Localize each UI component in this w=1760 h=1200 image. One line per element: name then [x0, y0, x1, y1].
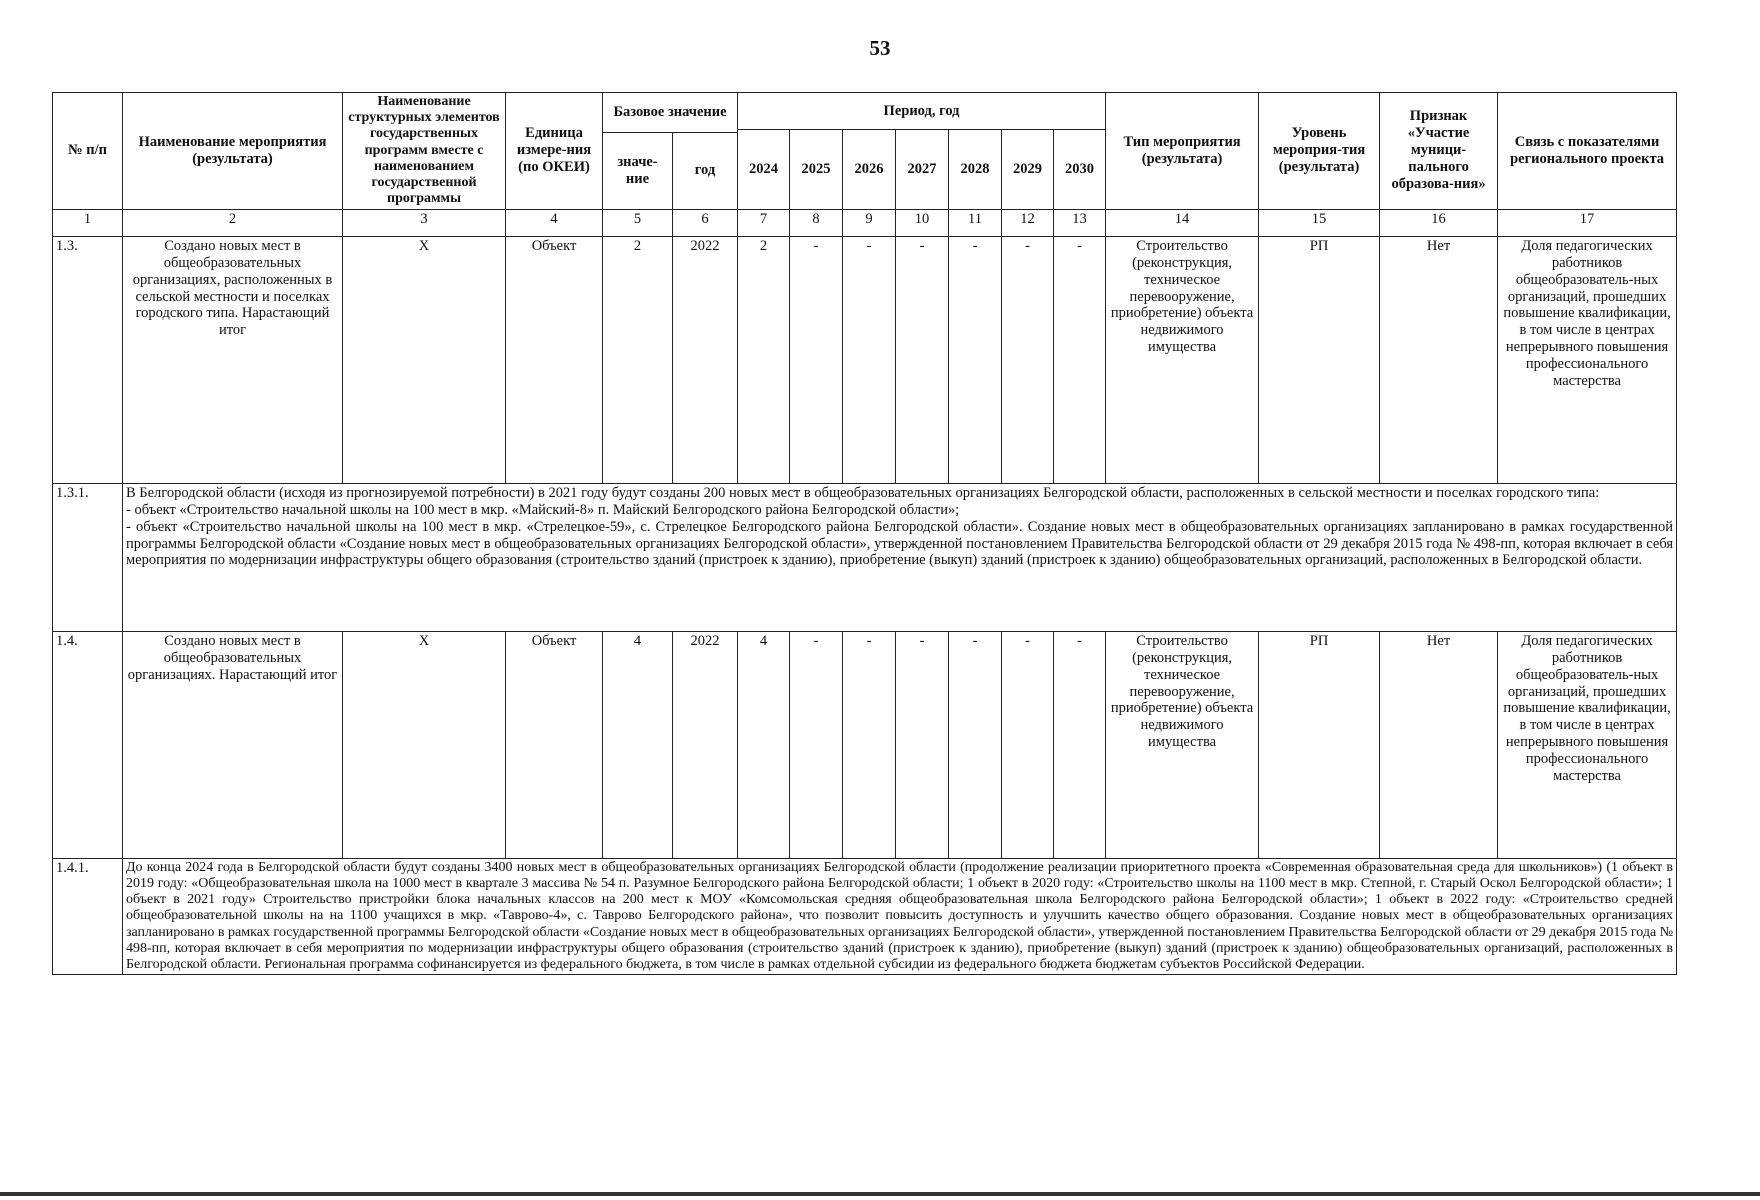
column-number: 17 [1498, 209, 1677, 236]
row-link: Доля педагогических работников общеобразователь-ных организаций, прошедших повышение квалификации, в том числе в центрах непрерывного повышения профессионального мастерства [1498, 631, 1677, 858]
header-base-year: год [673, 132, 738, 209]
header-name: Наименование мероприятия (результата) [123, 93, 343, 210]
row-year-value: 4 [738, 631, 790, 858]
row-level: РП [1259, 236, 1380, 483]
row-year-value: - [896, 236, 949, 483]
row-num: 1.4. [53, 631, 123, 858]
row-year-value: - [896, 631, 949, 858]
header-year: 2029 [1002, 130, 1054, 210]
row-unit: Объект [506, 631, 603, 858]
row-municipal: Нет [1380, 631, 1498, 858]
column-number: 5 [603, 209, 673, 236]
row-year-value: - [790, 236, 843, 483]
row-year-value: - [1002, 236, 1054, 483]
row-municipal: Нет [1380, 236, 1498, 483]
header-period: Период, год [738, 93, 1106, 130]
header-year: 2030 [1054, 130, 1106, 210]
header-base-value: значе-ние [603, 132, 673, 209]
row-level: РП [1259, 631, 1380, 858]
scan-edge-divider [0, 1192, 1760, 1196]
header-level: Уровень мероприя-тия (результата) [1259, 93, 1380, 210]
header-base: Базовое значение [603, 93, 738, 133]
note-row [53, 858, 1677, 975]
row-base-year: 2022 [673, 236, 738, 483]
table-row [53, 236, 1677, 483]
note-num: 1.4.1. [53, 858, 123, 975]
note-text [123, 858, 1677, 975]
column-number: 10 [896, 209, 949, 236]
row-unit: Объект [506, 236, 603, 483]
row-base-year: 2022 [673, 631, 738, 858]
header-unit: Единица измере-ния (по ОКЕИ) [506, 93, 603, 210]
row-num: 1.3. [53, 236, 123, 483]
row-link: Доля педагогических работников общеобразователь-ных организаций, прошедших повышение квалификации, в том числе в центрах непрерывного повышения профессионального мастерства [1498, 236, 1677, 483]
activities-table [52, 92, 1677, 975]
column-number: 16 [1380, 209, 1498, 236]
header-row [53, 93, 1677, 130]
row-name: Создано новых мест в общеобразовательных организациях, расположенных в сельской местности и поселках городского типа. Нарастающий итог [123, 236, 343, 483]
row-base-value: 4 [603, 631, 673, 858]
row-struct: X [343, 236, 506, 483]
column-number: 15 [1259, 209, 1380, 236]
column-number: 4 [506, 209, 603, 236]
column-number: 11 [949, 209, 1002, 236]
note-paragraph: До конца 2024 года в Белгородской области будут созданы 3400 новых мест в общеобразовательных организациях Белгородской области (продолжение реализации приоритетного проекта «Современная образовательная среда для школьников») (1 объект в 2019 году: «Общеобразовательная школа на 1000 мест в квартале 3 массива № 54 п. Разумное Белгородского района Белгородской области; 1 объект в 2020 году: «Строительство школы на 1100 мест в мкр. Степной, г. Старый Оскол Белгородской области»; 1 объект в 2021 году» Строительство пристройки блока начальных классов на 200 мест к МОУ «Комсомольская средняя общеобразовательная школа Белгородского района Белгородской области»; 1 объект в 2022 году: «Строительство средней общеобразовательной школы на на 1100 учащихся в мкр. «Таврово-4», с. Таврово Белгородского района», что позволит повысить доступность и улучшить качество общего образования. Создание новых мест в общеобразовательных организациях запланировано в рамках государственной программы Белгородской области «Создание новых мест в общеобразовательных организациях Белгородской области», утвержденной постановлением Правительства Белгородской области от 29 декабря 2015 года № 498-пп, которая включает в себя мероприятия по модернизации инфраструктуры общего образования (строительство зданий (пристроек к зданию), приобретение (выкуп) зданий (пристроек к зданию) общеобразовательных организаций, расположенных в Белгородской области. Региональная программа софинансируется из федерального бюджета, в том числе в рамках отдельной субсидии из федерального бюджета бюджетам субъектов Российской Федерации. [126, 859, 1674, 973]
header-struct: Наименование структурных элементов государственных программ вместе с наименованием государственной программы [343, 93, 506, 210]
row-year-value: - [843, 631, 896, 858]
row-year-value: - [843, 236, 896, 483]
row-struct: X [343, 631, 506, 858]
column-number: 14 [1106, 209, 1259, 236]
table-row [53, 631, 1677, 858]
note-paragraph: - объект «Строительство начальной школы на 100 мест в мкр. «Стрелецкое-59», с. Стрелецкое Белгородского района Белгородской области». Создание новых мест в общеобразовательных организациях запланировано в рамках государственной программы Белгородской области «Создание новых мест в общеобразовательных организациях Белгородской области», утвержденной постановлением Правительства Белгородской области от 29 декабря 2015 года № 498-пп, которая включает в себя мероприятия по модернизации инфраструктуры общего образования (строительство зданий (пристроек к зданию), приобретение (выкуп) зданий (пристроек к зданию) общеобразовательных организаций, расположенных в Белгородской области. [126, 518, 1674, 569]
row-year-value: - [949, 631, 1002, 858]
header-year: 2027 [896, 130, 949, 210]
note-num: 1.3.1. [53, 483, 123, 631]
row-year-value: - [790, 631, 843, 858]
note-row [53, 483, 1677, 631]
row-base-value: 2 [603, 236, 673, 483]
row-type: Строительство (реконструкция, техническое перевооружение, приобретение) объекта недвижимого имущества [1106, 236, 1259, 483]
column-number: 7 [738, 209, 790, 236]
row-year-value: - [949, 236, 1002, 483]
column-number: 1 [53, 209, 123, 236]
header-year: 2028 [949, 130, 1002, 210]
column-number: 8 [790, 209, 843, 236]
column-number: 6 [673, 209, 738, 236]
note-paragraph: В Белгородской области (исходя из прогнозируемой потребности) в 2021 году будут созданы 200 новых мест в общеобразовательных организациях Белгородской области, расположенных в сельской местности и поселках городского типа: [126, 484, 1600, 501]
header-num: № п/п [53, 93, 123, 210]
note-text [123, 483, 1677, 631]
row-type: Строительство (реконструкция, техническое перевооружение, приобретение) объекта недвижимого имущества [1106, 631, 1259, 858]
header-municipal: Признак «Участие муници-пального образова-ния» [1380, 93, 1498, 210]
header-type: Тип мероприятия (результата) [1106, 93, 1259, 210]
row-year-value: - [1054, 631, 1106, 858]
row-name: Создано новых мест в общеобразовательных организациях. Нарастающий итог [123, 631, 343, 858]
header-year: 2025 [790, 130, 843, 210]
column-number: 3 [343, 209, 506, 236]
note-paragraph: - объект «Строительство начальной школы на 100 мест в мкр. «Майский-8» п. Майский Белгородского района Белгородской области»; [126, 501, 960, 518]
header-link: Связь с показателями регионального проекта [1498, 93, 1677, 210]
page-number: 53 [869, 36, 891, 60]
column-number: 13 [1054, 209, 1106, 236]
row-year-value: - [1054, 236, 1106, 483]
column-number: 9 [843, 209, 896, 236]
column-number-row [53, 209, 1677, 236]
column-number: 2 [123, 209, 343, 236]
column-number: 12 [1002, 209, 1054, 236]
header-year: 2026 [843, 130, 896, 210]
row-year-value: 2 [738, 236, 790, 483]
header-year: 2024 [738, 130, 790, 210]
row-year-value: - [1002, 631, 1054, 858]
